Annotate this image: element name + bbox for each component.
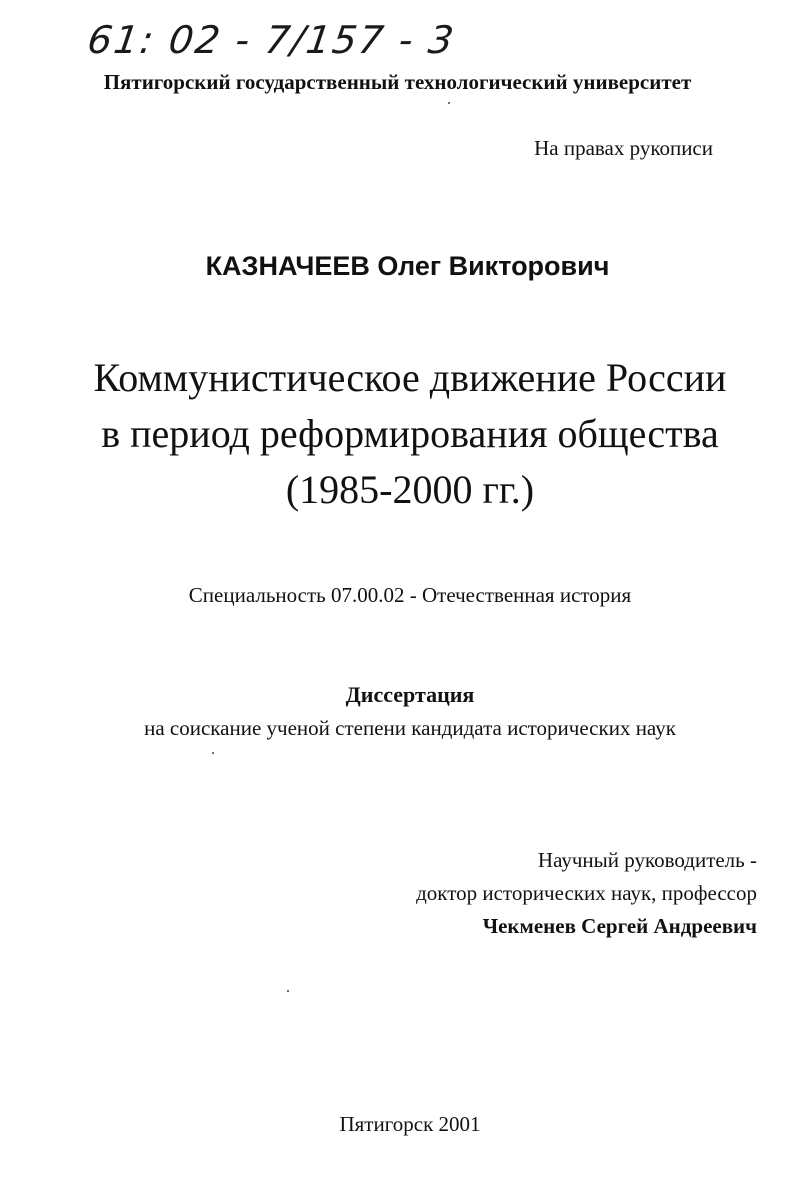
scan-speck xyxy=(212,752,214,754)
supervisor-degree: доктор исторических наук, профессор xyxy=(416,881,757,905)
handwritten-catalog-number: 61: 02 - 7/157 - 3 xyxy=(84,18,459,62)
scan-speck xyxy=(287,990,289,992)
dissertation-title xyxy=(0,350,795,518)
manuscript-rights-note: На правах рукописи xyxy=(534,136,713,160)
supervisor-block xyxy=(416,844,757,943)
author-name: КАЗНАЧЕЕВ Олег Викторович xyxy=(205,251,610,281)
university-name: Пятигорский государственный технологический университет xyxy=(103,70,692,94)
title-line-3: (1985-2000 гг.) xyxy=(285,467,535,512)
title-line-1: Коммунистическое движение России xyxy=(93,355,727,400)
dissertation-purpose: на соискание ученой степени кандидата исторических наук xyxy=(144,716,676,740)
supervisor-role: Научный руководитель - xyxy=(537,848,757,872)
scan-speck xyxy=(448,102,450,104)
place-and-year: Пятигорск 2001 xyxy=(339,1112,481,1136)
specialty-line: Специальность 07.00.02 - Отечественная история xyxy=(188,583,632,607)
supervisor-name: Чекменев Сергей Андреевич xyxy=(482,914,757,938)
dissertation-heading: Диссертация xyxy=(345,682,475,707)
title-line-2: в период реформирования общества xyxy=(101,411,719,456)
